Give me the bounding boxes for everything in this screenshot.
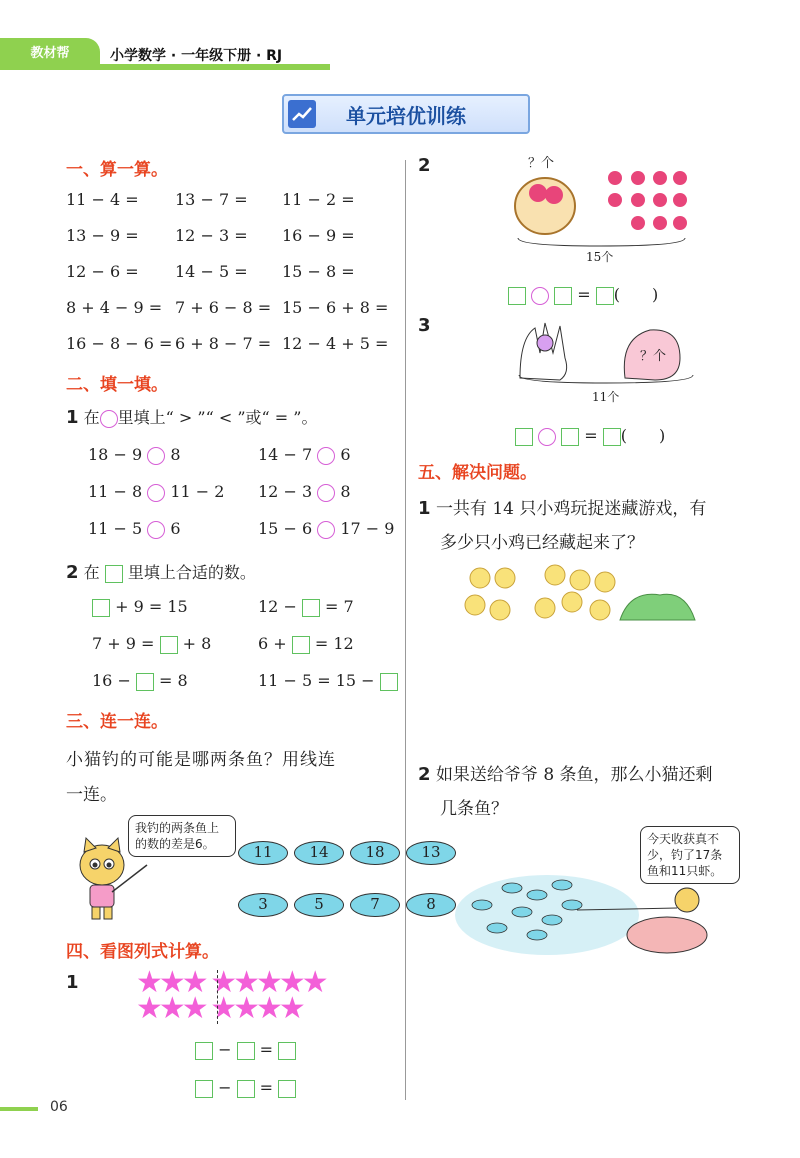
compare-circle[interactable] [147,447,165,465]
operator-circle[interactable] [531,287,549,305]
fill1-prompt [66,405,317,428]
section-3-title: 三、连一连。 [66,712,168,732]
unit-banner [282,94,530,134]
prompt-text: 里填上“ > ”“ < ”或“ = ”。 [117,408,318,427]
fish-7[interactable]: 7 [350,893,400,917]
calc-item: 11 − 2 = [282,190,355,209]
star-icon: ★★★ ★★★★ [136,991,302,1026]
circle-icon [100,410,118,428]
unknown-count-label: ？个 [640,349,667,364]
answer-box[interactable] [92,599,110,617]
fish-row-bottom [238,893,462,917]
compare-circle[interactable] [317,447,335,465]
bubble-line: 少，钓了17条 [647,848,723,862]
q-number: 1 [66,972,79,993]
q-number: 1 [66,407,79,428]
stars-group [136,965,325,1026]
header-tag: 教材帮 [0,38,100,64]
compare-item: 18 − 9 8 [88,445,181,464]
compare-item: 14 − 7 6 [258,445,351,464]
answer-box[interactable] [160,636,178,654]
answer-box[interactable] [292,636,310,654]
header-title: 小学数学 · 一年级下册 · RJ [110,48,283,64]
fish-row-top [238,841,462,865]
connect-text-1: 小猫钓的可能是哪两条鱼？用线连 [66,750,336,770]
answer-box[interactable] [237,1042,255,1060]
compare-item: 15 − 6 17 − 9 [258,519,395,538]
answer-box[interactable] [596,287,614,305]
answer-box[interactable] [603,428,621,446]
fish-5[interactable]: 5 [294,893,344,917]
answer-box[interactable] [195,1080,213,1098]
section-1-title: 一、算一算。 [66,160,168,180]
footer-bar [0,1107,38,1111]
calc-item: 15 − 8 = [282,262,355,281]
compare-item: 11 − 5 6 [88,519,181,538]
fish-14[interactable]: 14 [294,841,344,865]
box-icon [105,565,123,583]
calc-item: 11 − 4 = [66,190,139,209]
answer-box[interactable] [561,428,579,446]
answer-box[interactable] [278,1080,296,1098]
answer-box[interactable] [302,599,320,617]
solve-q1-line2: 多少只小鸡已经藏起来了？ [440,533,644,553]
calc-item: 16 − 8 − 6 = [66,334,173,353]
pond-fishing-illustration [452,870,727,960]
q-number: 1 [418,498,431,519]
q2-expression: = ( ) [508,282,658,305]
compare-circle[interactable] [317,484,335,502]
fill2-r2a: 7 + 9 = + 8 [92,634,212,653]
fish-8[interactable]: 8 [406,893,456,917]
bubble-line: 鱼和11只虾。 [647,864,723,878]
answer-box[interactable] [380,673,398,691]
page-number: 06 [50,1099,68,1115]
calc-item: 12 − 3 = [175,226,248,245]
fish-11[interactable]: 11 [238,841,288,865]
calc-item: 13 − 9 = [66,226,139,245]
section-5-title: 五、解决问题。 [418,463,537,483]
bubble-line: 我钓的两条鱼上 [135,821,220,835]
fish-13[interactable]: 13 [406,841,456,865]
trend-icon [288,100,316,128]
prompt-text: 里填上合适的数。 [127,563,256,582]
answer-box[interactable] [195,1042,213,1060]
column-divider [405,160,406,1100]
cat-speech-bubble [128,815,236,857]
fish-3[interactable]: 3 [238,893,288,917]
calc-item: 13 − 7 = [175,190,248,209]
fill2-r1a: + 9 = 15 [92,597,188,617]
fill2-prompt [66,560,256,583]
q-number: 3 [418,315,431,336]
prompt-text: 在 [83,563,100,582]
fish-18[interactable]: 18 [350,841,400,865]
bubble-line: 今天收获真不 [647,832,720,846]
calc-item: 12 − 6 = [66,262,139,281]
answer-box[interactable] [508,287,526,305]
calc-item: 8 + 4 − 9 = [66,298,163,317]
answer-box[interactable] [136,673,154,691]
answer-box[interactable] [278,1042,296,1060]
dashed-divider [217,970,218,1024]
connect-text-2: 一连。 [66,785,117,805]
fill2-r3b: 11 − 5 = 15 − [258,671,398,691]
banner-title: 单元培优训练 [346,103,466,128]
solve-q1-line1: 1 一共有 14 只小鸡玩捉迷藏游戏，有 [418,498,707,519]
calc-item: 6 + 8 − 7 = [175,334,272,353]
compare-circle[interactable] [317,521,335,539]
compare-item: 12 − 3 8 [258,482,351,501]
bubble-line: 的数的差是6。 [135,837,215,851]
operator-circle[interactable] [538,428,556,446]
fill2-r3a: 16 − = 8 [92,671,188,690]
compare-item: 11 − 8 11 − 2 [88,482,225,501]
compare-circle[interactable] [147,521,165,539]
section-4-title: 四、看图列式计算。 [66,942,219,962]
q-number: 2 [418,155,431,176]
section-2-title: 二、填一填。 [66,375,168,395]
unknown-count-label: ？个 [528,156,555,171]
brace [517,373,697,387]
fill2-r2b: 6 + = 12 [258,634,354,653]
answer-box[interactable] [515,428,533,446]
calc-item: 16 − 9 = [282,226,355,245]
total-label: 15个 [586,250,614,264]
solve-q2-line2: 几条鱼？ [440,799,508,819]
prompt-text: 在 [83,408,100,427]
chicks-illustration [460,560,700,635]
expr-row-1: − = [195,1040,296,1060]
calc-item: 7 + 6 − 8 = [175,298,272,317]
fill2-r1b: 12 − = 7 [258,597,354,616]
q-number: 2 [418,764,431,785]
answer-box[interactable] [237,1080,255,1098]
q3-expression: = ( ) [515,423,665,446]
total-label: 11个 [592,390,620,404]
answer-box[interactable] [554,287,572,305]
calc-item: 15 − 6 + 8 = [282,298,389,317]
calc-item: 12 − 4 + 5 = [282,334,389,353]
compare-circle[interactable] [147,484,165,502]
unit-paren: ( ) [613,285,659,304]
solve-q2-line1: 2 如果送给爷爷 8 条鱼，那么小猫还剩 [418,764,713,785]
q-number: 2 [66,562,79,583]
star-icon: ★★★ ★★★★★ [136,965,325,1000]
expr-row-2: − = [195,1078,296,1098]
unit-paren: ( ) [620,426,666,445]
calc-item: 14 − 5 = [175,262,248,281]
